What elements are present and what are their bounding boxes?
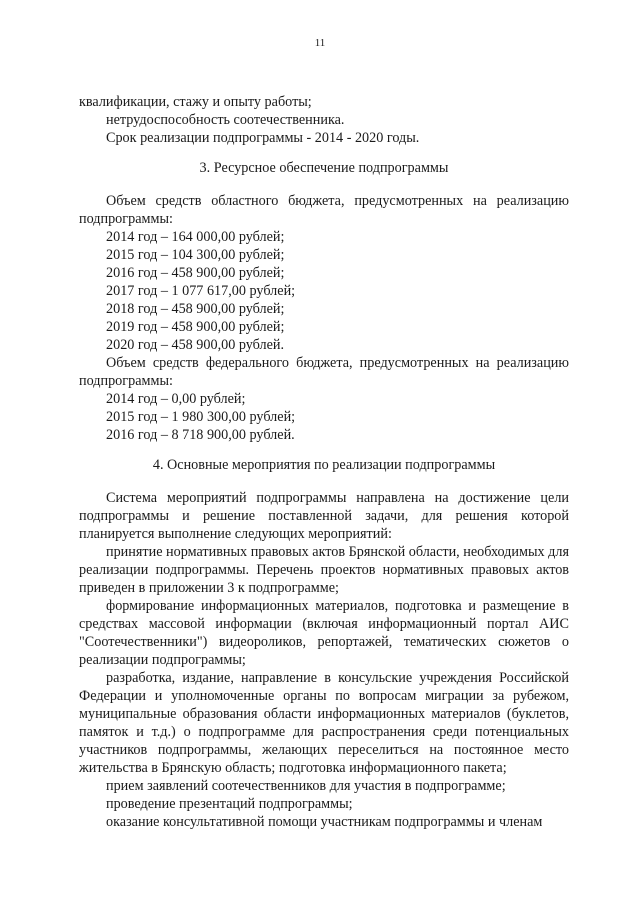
measures-paragraph: Система мероприятий подпрограммы направлена на достижение цели подпрограммы и решение поставленной задачи, для решения которой планируется выполнение следующих мероприятий: xyxy=(79,490,569,542)
measures-paragraph: разработка, издание, направление в консульские учреждения Российской Федерации и уполномоченные органы по вопросам миграции за рубежом, муниципальные образования области информационных материалов (буклетов, памяток и т.д.) о подпрограмме для распространения среди потенциальных участников подпрограммы, желающих переселиться на постоянное место жительства в Брянскую область; подготовка информационного пакета; xyxy=(79,670,569,776)
federal-budget-item: 2014 год – 0,00 рублей; xyxy=(106,391,246,407)
regional-budget-item: 2017 год – 1 077 617,00 рублей; xyxy=(106,283,296,299)
regional-budget-item: 2020 год – 458 900,00 рублей. xyxy=(106,337,285,353)
intro-line: Срок реализации подпрограммы - 2014 - 2020 годы. xyxy=(106,130,420,146)
document-body xyxy=(79,93,569,831)
regional-budget-item: 2015 год – 104 300,00 рублей; xyxy=(106,247,285,263)
measures-paragraph: формирование информационных материалов, подготовка и размещение в средствах массовой информации (включая информационный портал АИС "Соотечественники") видеороликов, репортажей, тематических сюжетов о реализации подпрограммы; xyxy=(79,598,569,668)
regional-budget-intro: Объем средств областного бюджета, предусмотренных на реализацию подпрограммы: xyxy=(79,193,569,227)
measures-paragraph: принятие нормативных правовых актов Брянской области, необходимых для реализации подпрограммы. Перечень проектов нормативных правовых актов приведен в приложении 3 к подпрограмме; xyxy=(79,544,569,596)
regional-budget-item: 2018 год – 458 900,00 рублей; xyxy=(106,301,285,317)
intro-line: квалификации, стажу и опыту работы; xyxy=(79,94,312,110)
measures-paragraph: проведение презентаций подпрограммы; xyxy=(106,796,353,812)
federal-budget-item: 2016 год – 8 718 900,00 рублей. xyxy=(106,427,295,443)
regional-budget-item: 2016 год – 458 900,00 рублей; xyxy=(106,265,285,281)
intro-line: нетрудоспособность соотечественника. xyxy=(106,112,345,128)
measures-paragraph: оказание консультативной помощи участникам подпрограммы и членам xyxy=(106,814,543,830)
federal-budget-intro: Объем средств федерального бюджета, предусмотренных на реализацию подпрограммы: xyxy=(79,355,569,389)
regional-budget-item: 2019 год – 458 900,00 рублей; xyxy=(106,319,285,335)
section-3-heading: 3. Ресурсное обеспечение подпрограммы xyxy=(199,160,449,176)
federal-budget-item: 2015 год – 1 980 300,00 рублей; xyxy=(106,409,296,425)
measures-paragraph: прием заявлений соотечественников для участия в подпрограмме; xyxy=(106,778,506,794)
regional-budget-item: 2014 год – 164 000,00 рублей; xyxy=(106,229,285,245)
page-number: 11 xyxy=(314,37,326,49)
section-4-heading: 4. Основные мероприятия по реализации подпрограммы xyxy=(152,457,496,473)
